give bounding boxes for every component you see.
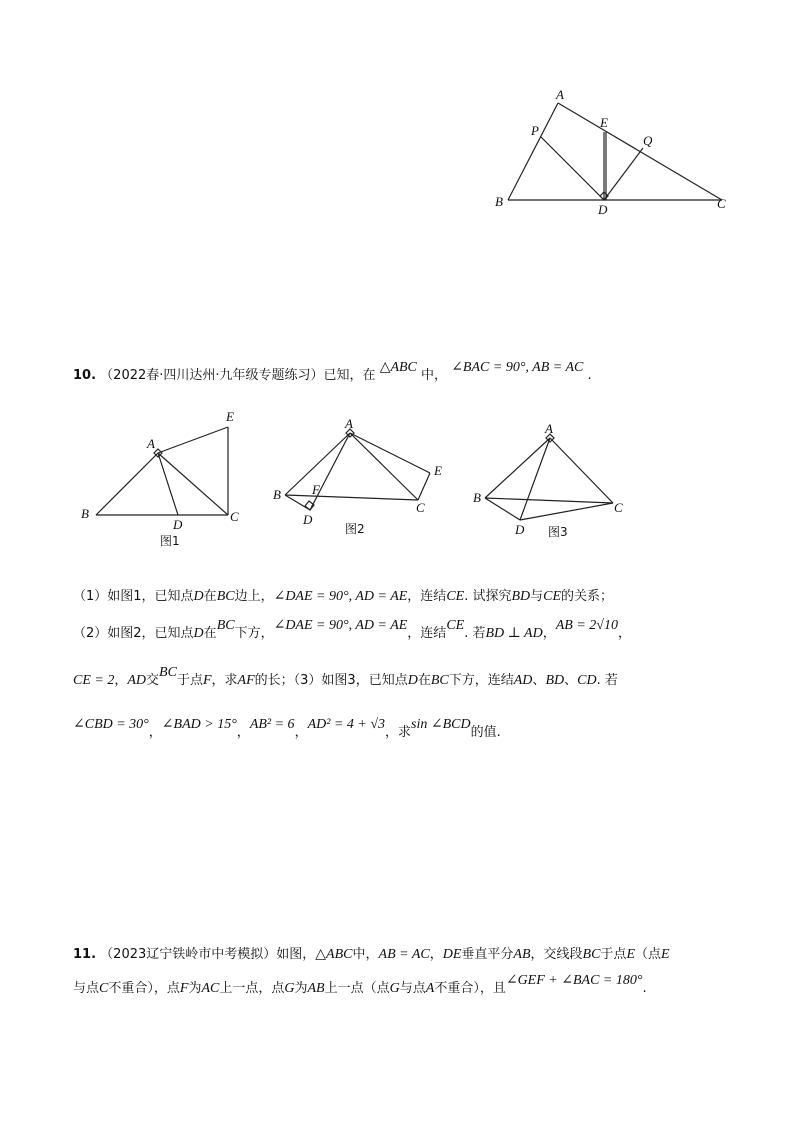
problem-number: 11. xyxy=(73,947,97,962)
segment-pd xyxy=(541,137,604,200)
segment-ad xyxy=(310,433,350,510)
figure-3 xyxy=(470,420,640,545)
label-b: B xyxy=(473,490,481,505)
segment-bc xyxy=(285,495,418,500)
figure-caption: 图2 xyxy=(345,522,365,536)
label-q: Q xyxy=(643,133,653,148)
label-e: E xyxy=(226,409,234,424)
segment-dq xyxy=(604,148,643,200)
problem10-part1: （1）如图1，已知点D在BC边上，∠DAE = 90°, AD = AE，连结CE. 试探究BD与CE的关系； xyxy=(73,589,614,604)
label-e: E xyxy=(600,115,608,130)
segment-ae xyxy=(350,433,430,473)
problem10-part3: ∠CBD = 30°，∠BAD > 15°，AB² = 6，AD² = 4 + √3，求sin ∠BCD的值. xyxy=(73,717,501,740)
problem-source: （2022春·四川达州·九年级专题练习） xyxy=(100,368,324,383)
segment-ac xyxy=(350,433,418,500)
segment-bc xyxy=(485,498,613,503)
problem10-part2: （2）如图2，已知点D在BC下方，∠DAE = 90°, AD = AE，连结CE. 若BD ⊥ AD，AB = 2√10， xyxy=(73,618,631,641)
figure-1 xyxy=(78,410,248,550)
segment-ab xyxy=(508,103,558,200)
triangle-abc: △ABC xyxy=(379,360,417,375)
label-b: B xyxy=(495,194,503,209)
figure-2 xyxy=(270,415,460,540)
segment-cd xyxy=(520,503,613,520)
problem10-part2-cont: CE = 2，AD交BC于点F，求AF的长；（3）如图3，已知点D在BC下方，连结AD、BD、CD. 若 xyxy=(73,665,618,688)
label-a: A xyxy=(345,416,353,431)
label-c: C xyxy=(230,509,239,524)
triangle-abc: △ABC xyxy=(315,947,353,962)
label-a: A xyxy=(545,421,553,436)
segment-ad xyxy=(520,438,550,520)
label-p: P xyxy=(531,123,539,138)
label-b: B xyxy=(273,487,281,502)
label-f: F xyxy=(312,482,320,497)
problem10-header: 10. （2022春·四川达州·九年级专题练习）已知，在 △ABC 中， ∠BAC = 90°, AB = AC . xyxy=(73,360,592,383)
problem-number: 10. xyxy=(73,368,97,383)
figure-caption: 图1 xyxy=(160,534,180,548)
segment-ae xyxy=(158,427,228,453)
segment-ec xyxy=(418,473,430,500)
label-b: B xyxy=(81,506,89,521)
segment-ab xyxy=(485,438,550,498)
problem11-line2: 与点C不重合），点F为AC上一点，点G为AB上一点（点G与点A不重合），且∠GEF + ∠BAC = 180°. xyxy=(73,973,647,996)
label-a: A xyxy=(147,436,155,451)
condition: ∠DAE = 90°, AD = AE xyxy=(273,618,408,633)
top-figure xyxy=(480,87,740,220)
segment-bd xyxy=(485,498,520,520)
segment-ac xyxy=(550,438,613,503)
label-c: C xyxy=(717,196,726,211)
label-c: C xyxy=(416,500,425,515)
segment-ab xyxy=(96,453,158,515)
label-e: E xyxy=(434,463,442,478)
label-c: C xyxy=(614,500,623,515)
problem11-line1: 11. （2023辽宁铁岭市中考模拟）如图，△ABC中，AB = AC，DE垂直平分AB，交线段BC于点E（点E xyxy=(73,947,670,962)
label-d: D xyxy=(173,517,183,532)
label-a: A xyxy=(556,87,564,102)
label-d: D xyxy=(598,202,608,217)
label-d: D xyxy=(515,522,525,537)
problem-source: （2023辽宁铁岭市中考模拟） xyxy=(100,947,277,962)
label-d: D xyxy=(303,512,313,527)
figure-caption: 图3 xyxy=(548,525,568,539)
condition: ∠BAC = 90°, AB = AC xyxy=(451,360,584,375)
condition: ∠DAE = 90°, AD = AE xyxy=(273,589,408,604)
